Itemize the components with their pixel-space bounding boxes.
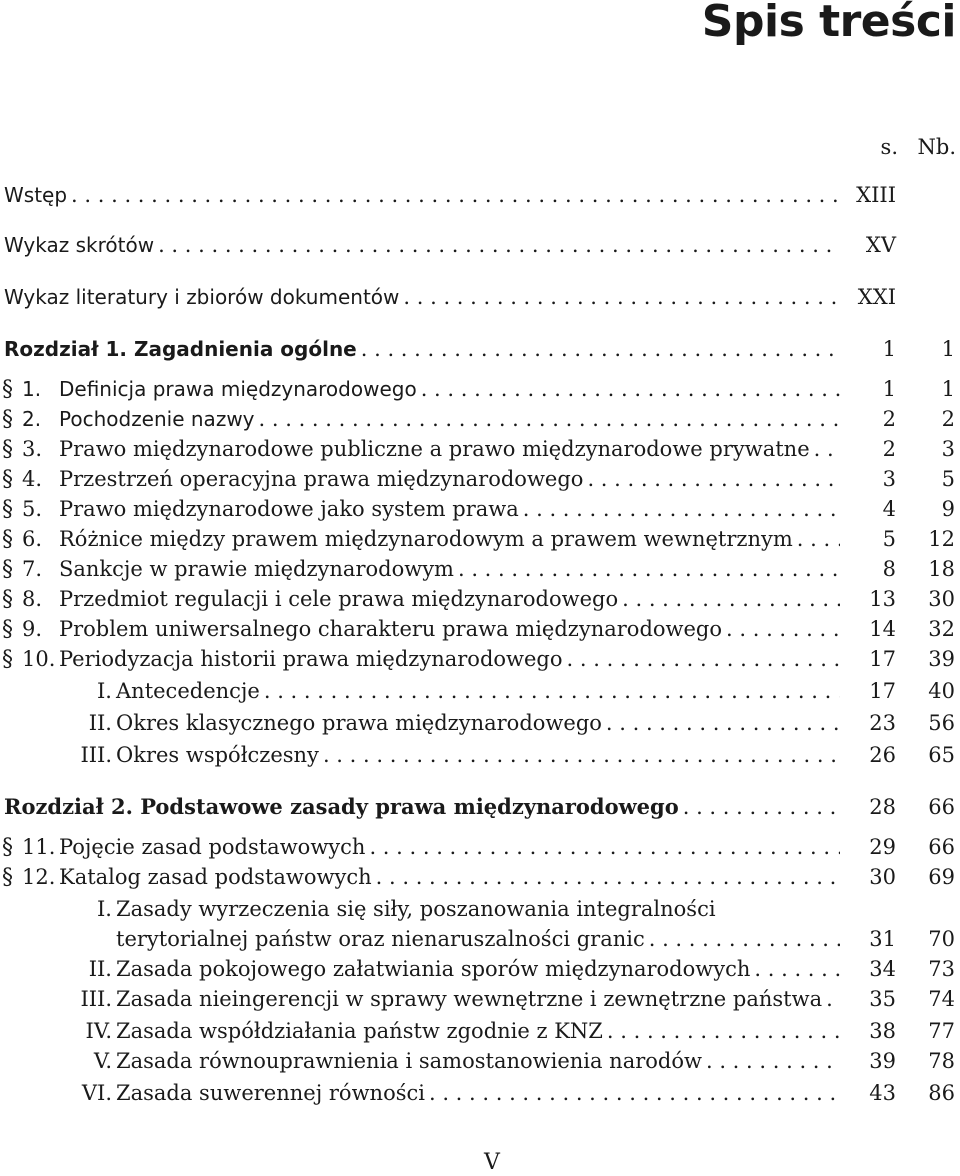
margin-number-ref: 3 (941, 437, 955, 461)
entry-label: Zasada suwerennej równości (116, 1081, 425, 1105)
page-ref: 34 (869, 957, 896, 981)
margin-number-ref: 2 (941, 407, 955, 431)
margin-number-ref: 1 (941, 377, 955, 401)
toc-entry[interactable] (0, 554, 960, 584)
entry-number: 10. (22, 647, 56, 671)
toc-entry[interactable] (0, 954, 960, 984)
margin-number-ref: 18 (928, 557, 955, 581)
entry-number: I. (97, 679, 112, 703)
toc-entry[interactable] (0, 1016, 960, 1046)
entry-label: Okres współczesny (116, 743, 319, 767)
toc-entry[interactable] (0, 1078, 960, 1108)
page-ref: 4 (882, 497, 896, 521)
margin-number-ref: 78 (928, 1049, 955, 1073)
margin-number-ref: 12 (928, 527, 955, 551)
toc-entry[interactable] (0, 434, 960, 464)
entry-label: Katalog zasad podstawowych (59, 865, 372, 889)
entry-label: Problem uniwersalnego charakteru prawa międzynarodowego (59, 617, 723, 641)
entry-number: III. (80, 987, 112, 1011)
dot-leader (722, 614, 840, 644)
margin-number-ref: 65 (928, 743, 955, 767)
entry-number: 9. (22, 617, 43, 641)
dot-leader (679, 792, 840, 822)
page-ref: 31 (869, 927, 896, 951)
dot-leader (602, 708, 840, 738)
entry-number: 3. (22, 437, 43, 461)
dot-leader (618, 584, 840, 614)
dot-leader (67, 180, 840, 210)
margin-number-ref: 66 (928, 835, 955, 859)
dot-leader (750, 954, 840, 984)
dot-leader (372, 862, 840, 892)
entry-label: Prawo międzynarodowe publiczne a prawo międzynarodowe prywatne (59, 437, 810, 461)
margin-number-ref: 86 (928, 1081, 955, 1105)
section-sign: § (2, 647, 13, 672)
toc-entry[interactable] (0, 614, 960, 644)
entry-number: 1. (22, 377, 42, 401)
dot-leader (702, 1046, 840, 1076)
entry-label: Definicja prawa międzynarodowego (59, 377, 417, 401)
toc-entry[interactable] (0, 832, 960, 862)
entry-label: Periodyzacja historii prawa międzynarodowego (59, 647, 563, 671)
entry-label: Przestrzeń operacyjna prawa międzynarodowego (59, 467, 584, 491)
section-sign: § (2, 467, 13, 492)
section-sign: § (2, 835, 13, 860)
dot-leader (583, 464, 840, 494)
page-ref: 30 (869, 865, 896, 889)
entry-label: Różnice między prawem międzynarodowym a prawem wewnętrznym (59, 527, 793, 551)
entry-number: III. (80, 743, 112, 767)
page-ref: 17 (869, 679, 896, 703)
toc-entry[interactable] (0, 676, 960, 706)
toc-entry[interactable] (0, 894, 960, 924)
page-ref: 39 (869, 1049, 896, 1073)
page-ref: XXI (857, 285, 896, 309)
page-ref: 17 (869, 647, 896, 671)
section-sign: § (2, 617, 13, 642)
entry-number: 2. (22, 407, 42, 431)
dot-leader (154, 230, 840, 260)
entry-number: VI. (81, 1081, 112, 1105)
dot-leader (822, 984, 840, 1014)
page-ref: 13 (869, 587, 896, 611)
entry-label: Zasady wyrzeczenia się siły, poszanowania integralności (116, 897, 716, 921)
entry-label: Okres klasycznego prawa międzynarodowego (116, 711, 602, 735)
entry-label: Wykaz skrótów (4, 233, 155, 257)
section-sign: § (2, 557, 13, 582)
page-ref: 8 (882, 557, 896, 581)
dot-leader (810, 434, 840, 464)
entry-label: Zasada pokojowego załatwiania sporów międzynarodowych (116, 957, 751, 981)
page-ref: 2 (882, 437, 896, 461)
entry-number: IV. (85, 1019, 112, 1043)
column-header-page: s. (880, 135, 898, 159)
dot-leader (645, 924, 840, 954)
page-ref: 3 (882, 467, 896, 491)
page-ref: XV (865, 233, 896, 257)
toc-entry[interactable] (0, 282, 960, 312)
entry-label: Prawo międzynarodowe jako system prawa (59, 497, 519, 521)
toc-entry[interactable] (0, 708, 960, 738)
toc-entry[interactable] (0, 524, 960, 554)
margin-number-ref: 9 (941, 497, 955, 521)
page-ref: 1 (882, 337, 896, 361)
margin-number-ref: 69 (928, 865, 955, 889)
margin-number-ref: 1 (941, 337, 955, 361)
toc-entry[interactable] (0, 644, 960, 674)
margin-number-ref: 73 (928, 957, 955, 981)
toc-entry[interactable] (0, 230, 960, 260)
toc-entry[interactable] (0, 984, 960, 1014)
entry-label: Zasada równouprawnienia i samostanowienia narodów (116, 1049, 702, 1073)
dot-leader (365, 832, 840, 862)
dot-leader (357, 334, 840, 364)
margin-number-ref: 77 (928, 1019, 955, 1043)
entry-label: Antecedencje (116, 679, 260, 703)
entry-label: Pojęcie zasad podstawowych (59, 835, 366, 859)
toc-entry[interactable] (0, 464, 960, 494)
page-ref: 35 (869, 987, 896, 1011)
toc-entry[interactable] (0, 494, 960, 524)
page-ref: 1 (882, 377, 896, 401)
margin-number-ref: 39 (928, 647, 955, 671)
margin-number-ref: 56 (928, 711, 955, 735)
page-ref: 28 (869, 795, 896, 819)
dot-leader (603, 1016, 840, 1046)
entry-label: Rozdział 1. Zagadnienia ogólne (4, 337, 357, 361)
toc-entry[interactable] (0, 584, 960, 614)
entry-number: 6. (22, 527, 43, 551)
dot-leader (260, 676, 840, 706)
toc-entry[interactable] (0, 334, 960, 364)
page-ref: 26 (869, 743, 896, 767)
entry-label: Przedmiot regulacji i cele prawa międzynarodowego (59, 587, 619, 611)
page-number: V (484, 1150, 500, 1175)
entry-number: II. (88, 711, 112, 735)
page-ref: XIII (856, 183, 896, 207)
toc-entry[interactable] (0, 924, 960, 954)
entry-number: 7. (22, 557, 43, 581)
page-title: Spis treści (701, 0, 956, 47)
toc-entry[interactable] (0, 404, 960, 434)
dot-leader (399, 282, 840, 312)
section-sign: § (2, 437, 13, 462)
entry-number: V. (93, 1049, 112, 1073)
margin-number-ref: 32 (928, 617, 955, 641)
dot-leader (255, 404, 840, 434)
toc-entry[interactable] (0, 374, 960, 404)
dot-leader (519, 494, 840, 524)
page-ref: 5 (882, 527, 896, 551)
dot-leader (454, 554, 840, 584)
dot-leader (793, 524, 840, 554)
section-sign: § (2, 407, 13, 432)
margin-number-ref: 5 (941, 467, 955, 491)
margin-number-ref: 30 (928, 587, 955, 611)
column-header-margin-number: Nb. (917, 135, 956, 159)
page-ref: 43 (869, 1081, 896, 1105)
entry-label: Zasada nieingerencji w sprawy wewnętrzne i zewnętrzne państwa (116, 987, 823, 1011)
toc-entry[interactable] (0, 740, 960, 770)
entry-label: Pochodzenie nazwy (59, 407, 255, 431)
section-sign: § (2, 527, 13, 552)
entry-number: II. (88, 957, 112, 981)
entry-label: Wykaz literatury i zbiorów dokumentów (4, 285, 400, 309)
margin-number-ref: 66 (928, 795, 955, 819)
entry-number: 12. (22, 865, 56, 889)
toc-entry[interactable] (0, 792, 960, 822)
page-ref: 38 (869, 1019, 896, 1043)
dot-leader (563, 644, 840, 674)
page-ref: 23 (869, 711, 896, 735)
entry-number: 8. (22, 587, 43, 611)
page-ref: 29 (869, 835, 896, 859)
dot-leader (425, 1078, 840, 1108)
section-sign: § (2, 497, 13, 522)
section-sign: § (2, 377, 13, 402)
entry-number: I. (97, 897, 112, 921)
entry-number: 11. (22, 835, 56, 859)
dot-leader (319, 740, 840, 770)
entry-label: Wstęp (4, 183, 68, 207)
section-sign: § (2, 587, 13, 612)
section-sign: § (2, 865, 13, 890)
dot-leader (417, 374, 840, 404)
toc-entry[interactable] (0, 862, 960, 892)
margin-number-ref: 70 (928, 927, 955, 951)
entry-label: Sankcje w prawie międzynarodowym (59, 557, 454, 581)
margin-number-ref: 74 (928, 987, 955, 1011)
entry-number: 4. (22, 467, 43, 491)
page-ref: 14 (869, 617, 896, 641)
entry-number: 5. (22, 497, 43, 521)
entry-label: Zasada współdziałania państw zgodnie z KNZ (116, 1019, 603, 1043)
margin-number-ref: 40 (928, 679, 955, 703)
toc-entry[interactable] (0, 180, 960, 210)
entry-label: Rozdział 2. Podstawowe zasady prawa międzynarodowego (4, 794, 679, 819)
toc-entry[interactable] (0, 1046, 960, 1076)
entry-label: terytorialnej państw oraz nienaruszalności granic (116, 927, 645, 951)
page-ref: 2 (882, 407, 896, 431)
